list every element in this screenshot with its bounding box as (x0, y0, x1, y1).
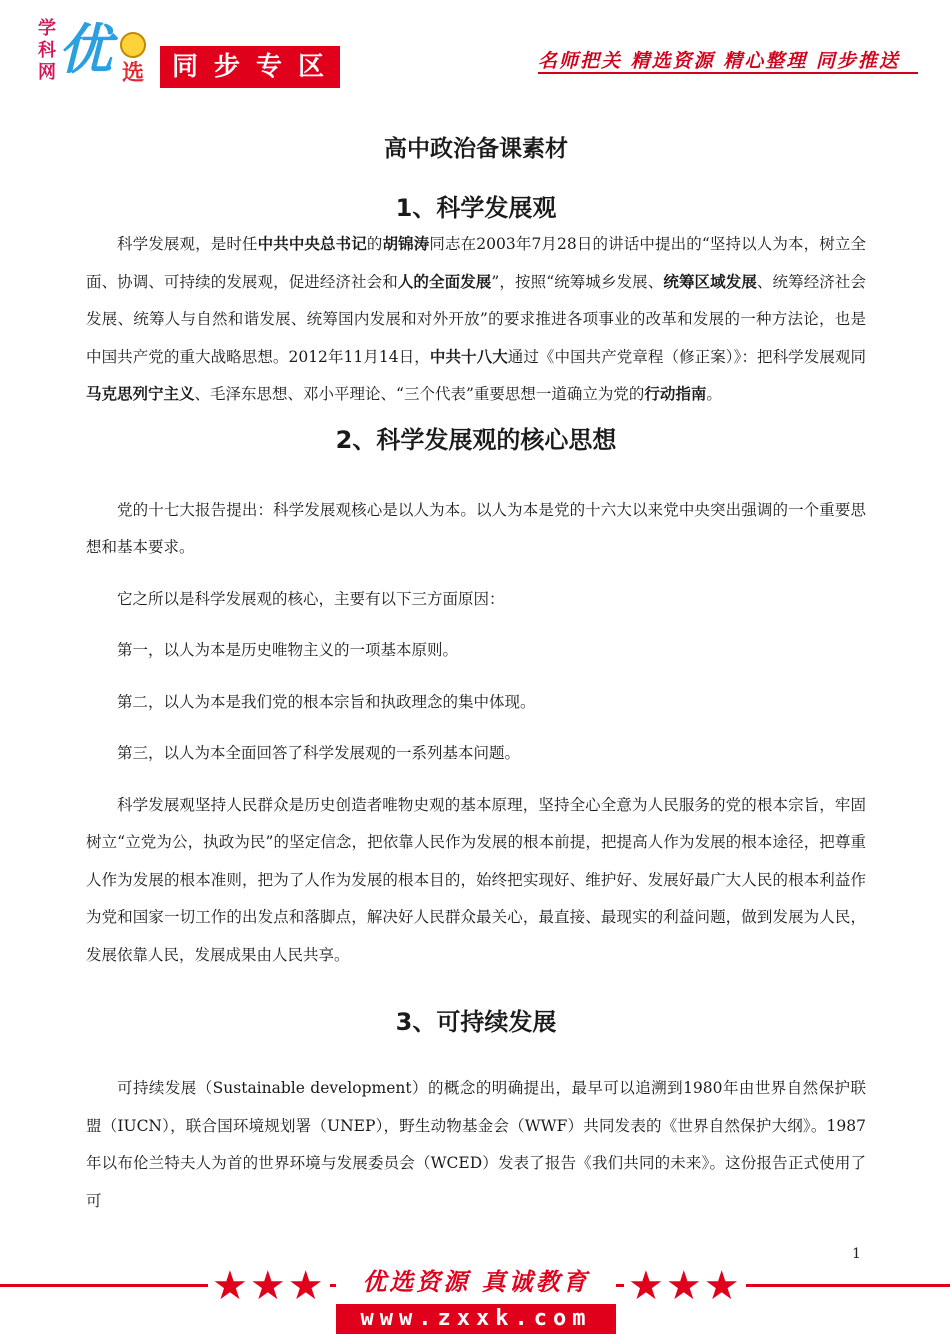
paragraph: 科学发展观坚持人民群众是历史创造者唯物史观的基本原理，坚持全心全意为人民服务的党的根本宗旨，牢固树立“立党为公，执政为民”的坚定信念，把依靠人民作为发展的根本前提，把提高人作为发展的根本途径，把尊重人作为发展的根本准则，把为了人作为发展的根本目的，始终把实现好、维护好、发展好最广大人民的根本利益作为党和国家一切工作的出发点和落脚点，解决好人民群众最关心，最直接、最现实的利益问题，做到发展为人民，发展依靠人民，发展成果由人民共享。 (86, 795, 866, 964)
star-icon: ★★★ (624, 1264, 746, 1308)
bold-term: 行动指南 (644, 385, 707, 403)
text-run: ”，按照“统筹城乡发展、 (491, 272, 664, 291)
zxxk-logo (36, 18, 156, 90)
text-run: 科学发展观，是时任 (117, 235, 258, 253)
logo-side-text (36, 18, 58, 84)
text-run: 、统筹经济社会发展、统筹人与自然和谐发展、统筹国内发展和对外开放”的要求推进各项事业的改革和发展的一种方法论，也是中国共产党的重大战略思想。2012年11月14日， (86, 272, 866, 366)
star-icon: ★★★ (208, 1264, 330, 1308)
paragraph: 可持续发展（Sustainable development）的概念的明确提出，最早可以追溯到1980年由世界自然保护联盟（IUCN），联合国环境规划署（UNEP），野生动物基金会（WWF）共同发表的《世界自然保护大纲》。1987年以布伦兰特夫人为首的世界环境与发展委员会（WCED）发表了报告《我们共同的未来》。这份报告正式使用了可 (86, 1079, 866, 1210)
bold-term: 马克思列宁主义 (86, 385, 195, 403)
logo-side-char: 网 (38, 62, 56, 83)
bold-term: 中共中央总书记 (257, 235, 367, 253)
page-footer (0, 1262, 950, 1344)
paragraph: 第三，以人为本全面回答了科学发展观的一系列基本问题。 (117, 744, 521, 762)
zone-banner: 同步专区 (160, 46, 340, 88)
logo-side-char: 学 (38, 18, 56, 39)
section-heading: 2、科学发展观的核心思想 (335, 425, 617, 454)
logo-secondary-char: 选 (122, 61, 145, 86)
page-header (0, 0, 950, 110)
bold-term: 人的全面发展 (397, 272, 492, 291)
bold-term: 胡锦涛 (382, 235, 430, 253)
header-slogan: 名师把关 精选资源 精心整理 同步推送 (538, 50, 900, 72)
paragraph: 第二，以人为本是我们党的根本宗旨和执政理念的集中体现。 (117, 692, 536, 711)
text-run: 同志在2003年7月28日的讲话中提出的“坚持以人为本，树立全面、协调、可持续的发展观，促进经济社会和 (86, 235, 866, 291)
document-body (86, 130, 866, 1220)
document-title: 高中政治备课素材 (384, 136, 568, 162)
bold-term: 统筹区域发展 (663, 272, 757, 291)
paragraph: 党的十七大报告提出：科学发展观核心是以人为本。以人为本是党的十六大以来党中央突出强调的一个重要思想和基本要求。 (86, 500, 866, 556)
logo-main-char: 优 (58, 18, 108, 81)
section-heading: 1、科学发展观 (395, 194, 557, 222)
footer-slogan: 优选资源 真诚教育 (336, 1264, 616, 1300)
bold-term: 中共十八大 (429, 347, 508, 366)
paragraph: 它之所以是科学发展观的核心，主要有以下三方面原因： (117, 589, 505, 608)
paragraph: 第一，以人为本是历史唯物主义的一项基本原则。 (117, 641, 459, 659)
text-run: 的 (366, 235, 383, 253)
text-run: 、毛泽东思想、邓小平理论、“三个代表”重要思想一道确立为党的 (194, 385, 645, 403)
page-number: 1 (852, 1246, 861, 1262)
logo-side-char: 科 (38, 40, 56, 61)
logo-mascot-icon (120, 32, 146, 58)
text-run: 。 (706, 385, 722, 403)
text-run: 通过《中国共产党章程（修正案）》：把科学发展观同 (507, 347, 866, 366)
footer-url: www.zxxk.com (336, 1304, 616, 1334)
paragraph (86, 226, 866, 414)
section-heading: 3、可持续发展 (395, 1008, 557, 1036)
header-divider (538, 72, 918, 74)
